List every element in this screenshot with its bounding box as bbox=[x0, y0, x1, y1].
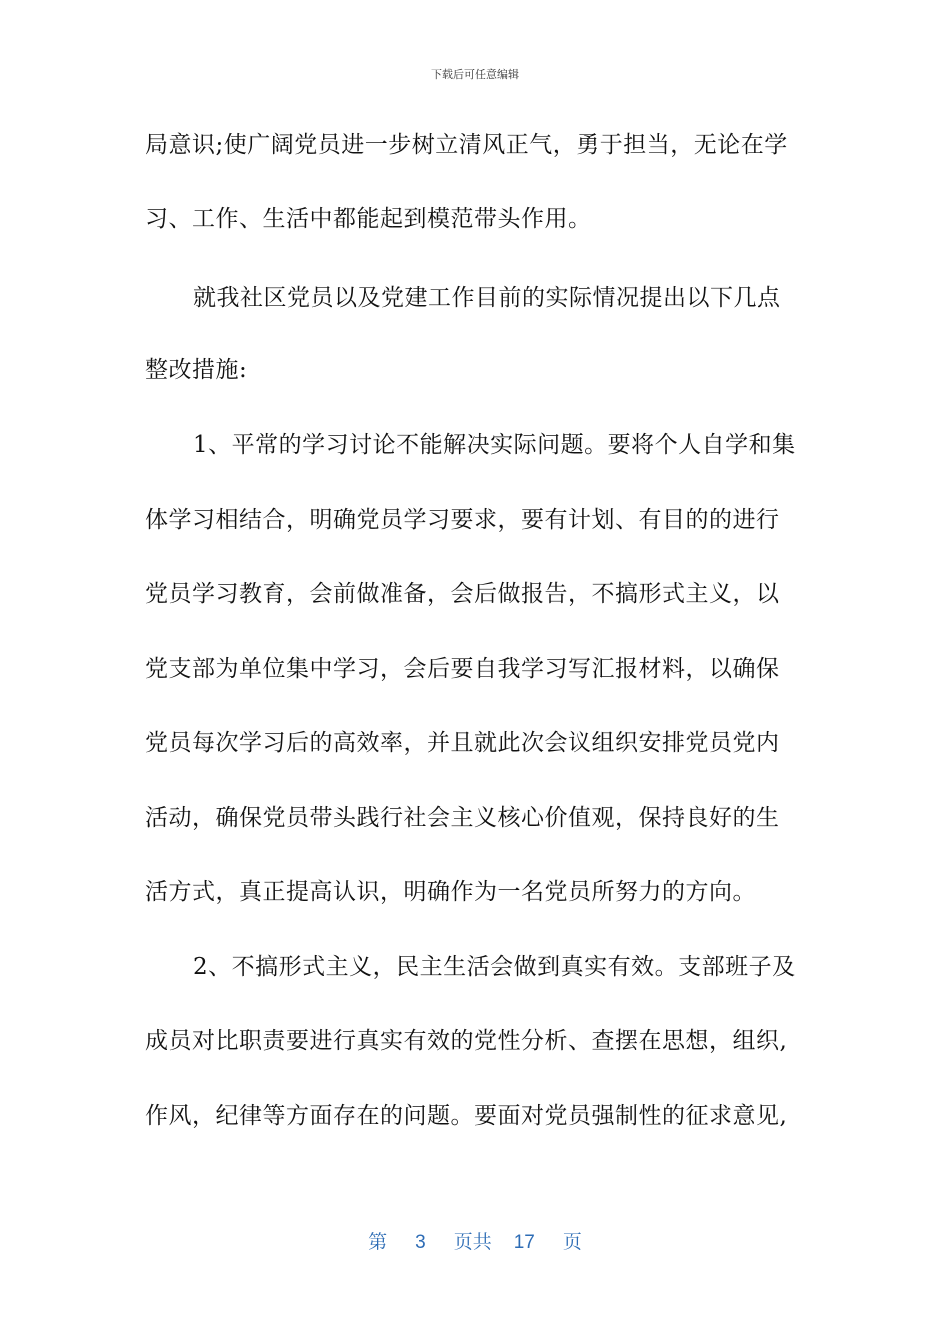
text-line: 习、工作、生活中都能起到模范带头作用。 bbox=[145, 206, 592, 232]
footer-prefix: 第 bbox=[368, 1232, 388, 1253]
page-header: 下载后可任意编辑 bbox=[431, 68, 519, 81]
text-line: 体学习相结合，明确党员学习要求，要有计划、有目的的进行 bbox=[145, 507, 780, 533]
text-line: 党员学习教育，会前做准备，会后做报告，不搞形式主义，以 bbox=[145, 581, 780, 607]
page-footer bbox=[0, 1227, 950, 1254]
text-line: 成员对比职责要进行真实有效的党性分析、查摆在思想，组织, bbox=[145, 1028, 788, 1054]
paragraph-first-line: 1、平常的学习讨论不能解决实际问题。要将个人自学和集 bbox=[193, 432, 796, 458]
text-line: 整改措施: bbox=[145, 357, 248, 383]
paragraph-first-line: 就我社区党员以及党建工作目前的实际情况提出以下几点 bbox=[193, 285, 781, 311]
footer-suffix: 页 bbox=[562, 1232, 582, 1253]
footer-total-pages: 17 bbox=[513, 1232, 535, 1253]
text-line: 作风，纪律等方面存在的问题。要面对党员强制性的征求意见, bbox=[145, 1103, 788, 1129]
text-line: 党支部为单位集中学习，会后要自我学习写汇报材料，以确保 bbox=[145, 656, 780, 682]
footer-page-number: 3 bbox=[415, 1232, 426, 1253]
footer-middle: 页共 bbox=[453, 1232, 492, 1253]
text-line: 党员每次学习后的高效率，并且就此次会议组织安排党员党内 bbox=[145, 730, 780, 756]
paragraph-first-line: 2、不搞形式主义，民主生活会做到真实有效。支部班子及 bbox=[193, 954, 796, 980]
text-line: 活方式，真正提高认识，明确作为一名党员所努力的方向。 bbox=[145, 879, 756, 905]
text-line: 局意识;使广阔党员进一步树立清风正气，勇于担当，无论在学 bbox=[145, 132, 788, 158]
text-line: 活动，确保党员带头践行社会主义核心价值观，保持良好的生 bbox=[145, 805, 780, 831]
